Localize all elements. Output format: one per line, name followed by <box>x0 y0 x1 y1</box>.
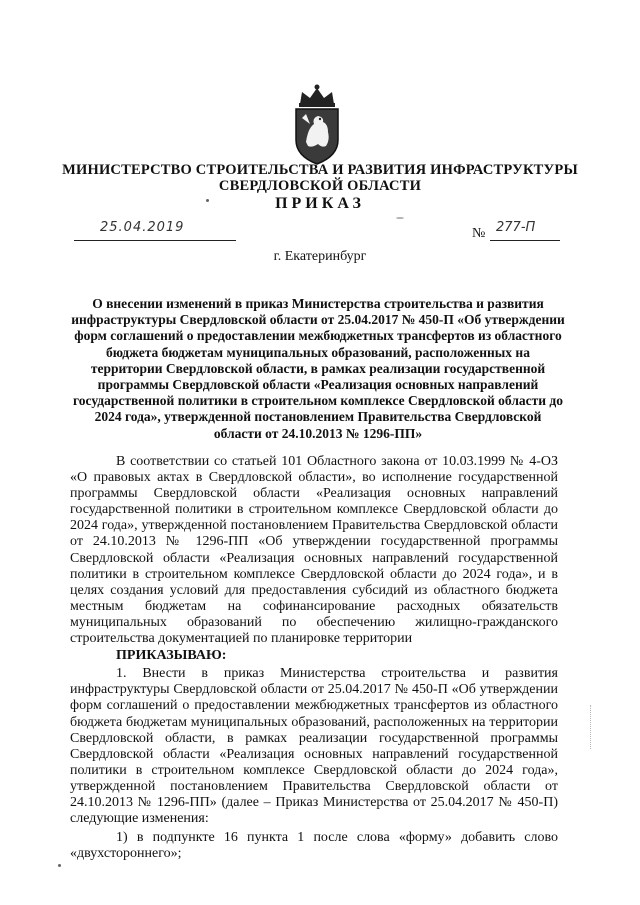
scan-speck <box>206 199 209 202</box>
date-value: 25.04.2019 <box>100 220 185 235</box>
number-field <box>490 222 560 241</box>
document-type: ПРИКАЗ <box>275 195 365 212</box>
number-value: 277-П <box>496 220 536 235</box>
city: г. Екатеринбург <box>273 249 367 264</box>
number-label: № <box>472 226 486 241</box>
document-title: О внесении изменений в приказ Министерства строительства и развития инфраструктуры Свердловской области от 25.04.2017 № 450-П «Об утверждении форм соглашений о предоставлении межбюджетных трансфертов из областного бюджета бюджетам муниципальных образований, расположенных на территории Свердловской области, в рамках реализации государственной программы Свердловской области «Реализация основных направлений государственной политики в строительном комплексе Свердловской области до 2024 года», утвержденной постановлением Правительства Свердловской области от 24.10.2013 № 1296-ПП» <box>71 296 565 441</box>
ministry-name-line1: МИНИСТЕРСТВО СТРОИТЕЛЬСТВА И РАЗВИТИЯ ИНФРАСТРУКТУРЫ <box>62 162 578 178</box>
scan-margin-mark <box>590 705 597 749</box>
document-body <box>70 454 558 862</box>
date-field <box>74 222 236 241</box>
scan-speck <box>396 217 404 219</box>
scan-speck <box>58 864 61 867</box>
ministry-name-line2: СВЕРДЛОВСКОЙ ОБЛАСТИ <box>218 178 422 194</box>
preamble: В соответствии со статьей 101 Областного закона от 10.03.1999 № 4-ОЗ «О правовых актах в Свердловской области», во исполнение государственной программы Свердловской области «Реализация основных направлений государственной политики в строительном комплексе Свердловской области до 2024 года», утвержденной постановлением Правительства Свердловской области от 24.10.2013 № 1296-ПП «Об утверждении государственной программы Свердловской области «Реализация основных направлений государственной политики в строительном комплексе Свердловской области до 2024 года», и в целях создания условий для предоставления субсидий из областного бюджета местным бюджетам на софинансирование расходных обязательств муниципальных образований по обеспечению жилищно-гражданского строительства документацией по планировке территории <box>70 454 558 647</box>
order-word: ПРИКАЗЫВАЮ: <box>116 648 227 664</box>
item-1: 1. Внести в приказ Министерства строительства и развития инфраструктуры Свердловской области от 25.04.2017 № 450-П «Об утверждении форм соглашений о предоставлении межбюджетных трансфертов из областного бюджета бюджетам муниципальных образований, расположенных на территории Свердловской области, в рамках реализации государственной программы Свердловской области «Реализация основных направлений государственной политики в строительном комплексе Свердловской области до 2024 года», утвержденной постановлением Правительства Свердловской области от 24.10.2013 № 1296-ПП» (далее – Приказ Министерства от 25.04.2017 № 450-П) следующие изменения: <box>70 666 558 827</box>
coat-of-arms-icon <box>282 84 352 166</box>
item-1-subitem-1: 1) в подпункте 16 пункта 1 после слова «форму» добавить слово «двухстороннего»; <box>70 830 558 862</box>
